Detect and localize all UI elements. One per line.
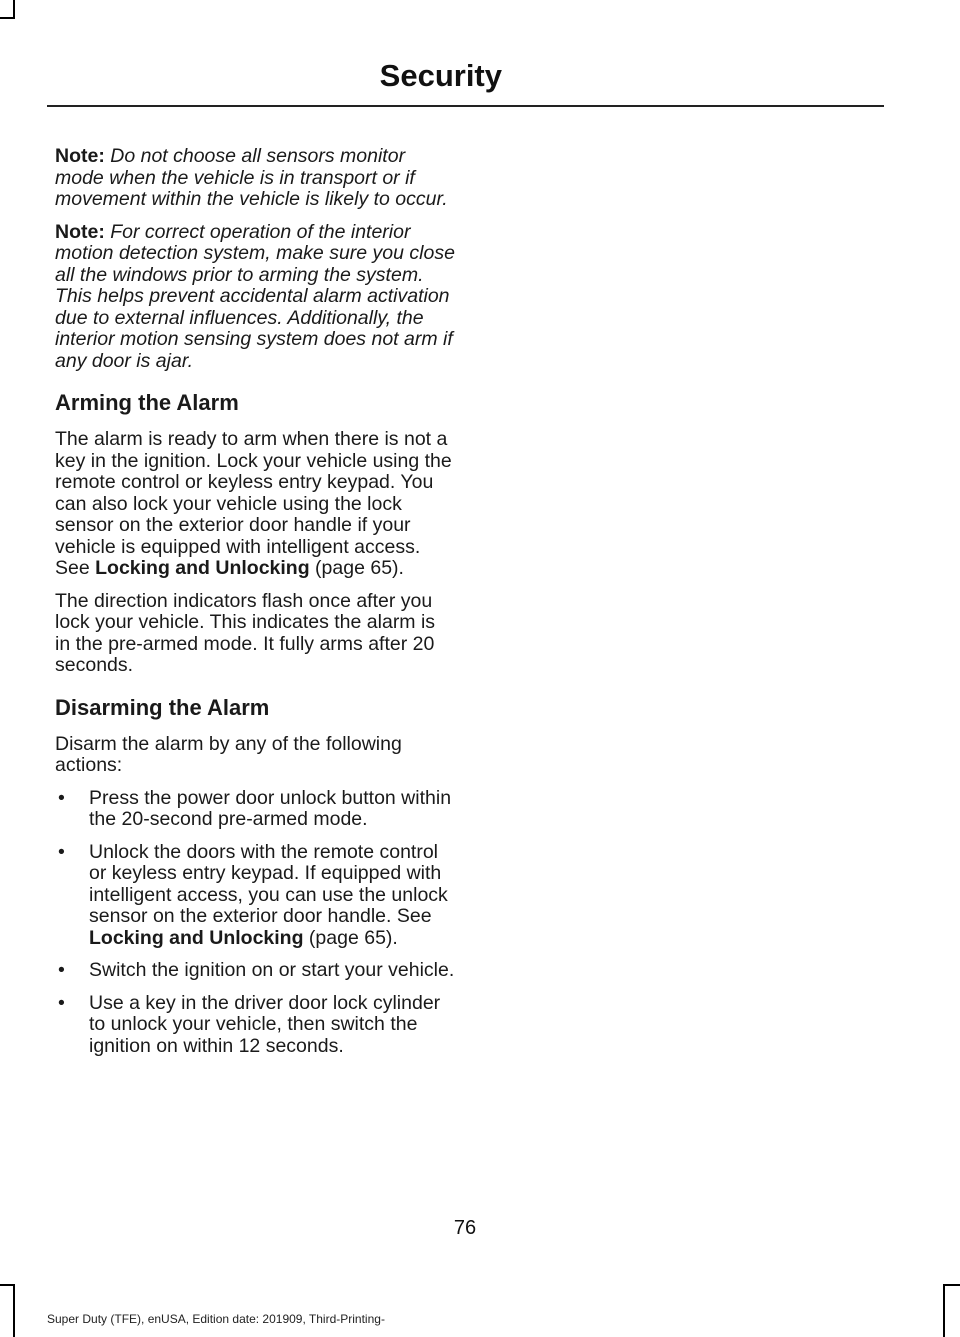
note-label: Note:	[55, 145, 105, 167]
note-text: Do not choose all sensors monitor mode when the vehicle is in transport or if movement within the vehicle is likely to occur.	[55, 145, 448, 210]
page-reference: (page 65).	[303, 926, 398, 949]
content-column	[55, 146, 455, 1068]
list-item-text: Use a key in the driver door lock cylinder to unlock your vehicle, then switch the ignition on within 12 seconds.	[89, 991, 441, 1057]
list-item-text: Unlock the doors with the remote control or keyless entry keypad. If equipped with intelligent access, you can use the unlock sensor on the exterior door handle. See	[89, 840, 448, 927]
cross-reference-link[interactable]: Locking and Unlocking	[95, 557, 310, 579]
note-label: Note:	[55, 220, 105, 243]
bullet-icon: •	[58, 840, 65, 863]
crop-mark-bottom-right-horizontal	[945, 1284, 960, 1286]
footer-edition-info: Super Duty (TFE), enUSA, Edition date: 201909, Third-Printing-	[47, 1312, 385, 1326]
bullet-icon: •	[58, 991, 65, 1014]
list-item-text: Switch the ignition on or start your vehicle.	[89, 959, 455, 981]
list-item	[55, 788, 455, 831]
crop-mark-bottom-left-vertical	[13, 1284, 15, 1337]
cross-reference-link[interactable]: Locking and Unlocking	[89, 926, 304, 949]
bullet-icon: •	[58, 786, 65, 809]
crop-mark-top-left-horizontal	[0, 17, 15, 19]
note-paragraph	[55, 146, 455, 211]
page-number: 76	[453, 1217, 477, 1239]
arming-text: The alarm is ready to arm when there is not a key in the ignition. Lock your vehicle using the remote control or keyless entry keypad. You can also lock your vehicle using the lock sensor on the exterior door handle if your vehicle is equipped with intelligent access. See	[55, 428, 452, 579]
section-heading-disarming: Disarming the Alarm	[55, 694, 270, 720]
bullet-icon: •	[58, 959, 65, 981]
arming-paragraph: The direction indicators flash once after you lock your vehicle. This indicates the alarm is in the pre-armed mode. It fully arms after 20 seconds.	[55, 589, 436, 676]
page-reference: (page 65).	[309, 557, 404, 579]
disarming-list	[55, 788, 455, 1058]
page-title-text: Security	[379, 58, 502, 93]
list-item-text: Press the power door unlock button within the 20-second pre-armed mode.	[89, 786, 452, 830]
crop-mark-bottom-right-vertical	[943, 1284, 945, 1337]
header-rule	[47, 105, 884, 107]
list-item	[55, 842, 455, 950]
note-paragraph	[55, 222, 455, 373]
note-text: For correct operation of the interior motion detection system, make sure you close all the windows prior to arming the system. This helps prevent accidental alarm activation due to external influences. Additionally, the interior motion sensing system does not arm if any door is ajar.	[55, 220, 455, 372]
crop-mark-bottom-left-horizontal	[0, 1284, 15, 1286]
arming-paragraph	[55, 429, 455, 580]
disarming-intro: Disarm the alarm by any of the following actions:	[55, 732, 402, 776]
section-heading-arming: Arming the Alarm	[55, 390, 239, 415]
list-item	[55, 960, 455, 982]
list-item	[55, 993, 455, 1058]
